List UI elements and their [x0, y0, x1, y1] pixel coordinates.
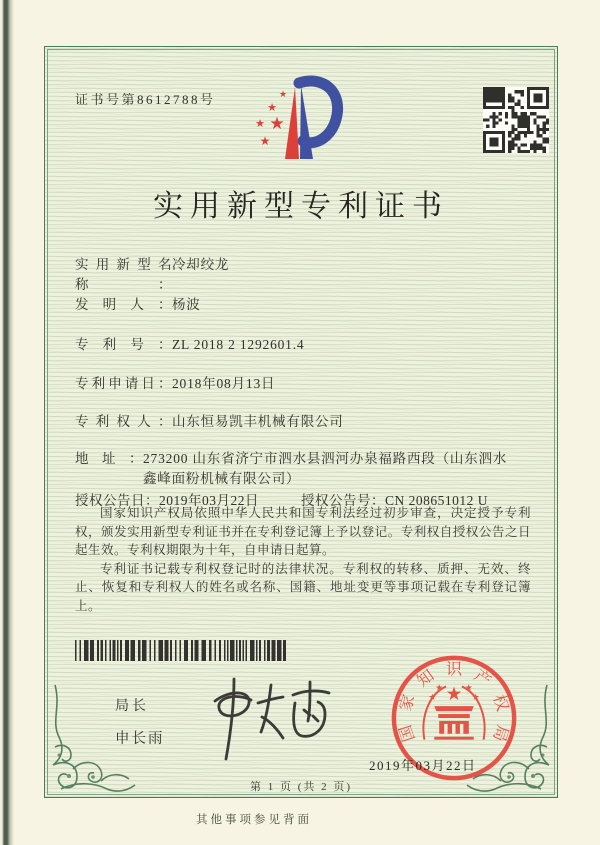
- certificate-frame: [44, 46, 558, 798]
- svg-text:★: ★: [435, 683, 444, 694]
- field-label: 专利号：: [75, 337, 172, 352]
- field-row-patent-number: [75, 335, 304, 355]
- field-value: 山东恒易凯丰机械有限公司: [172, 414, 344, 429]
- svg-text:★: ★: [471, 693, 480, 704]
- svg-text:★: ★: [267, 101, 277, 114]
- cnipa-logo-icon: [243, 71, 355, 171]
- field-label: 发明人：: [75, 297, 172, 312]
- svg-text:★: ★: [428, 693, 437, 704]
- director-name: 申长雨: [115, 731, 165, 747]
- legal-text: [75, 504, 531, 615]
- seal-date: 2019年03月22日: [369, 758, 477, 773]
- svg-text:★: ★: [269, 114, 285, 134]
- back-note: 其他事项参见背面: [196, 814, 312, 826]
- svg-text:知: 知: [413, 666, 438, 691]
- field-label: 专利申请日：: [75, 376, 172, 391]
- page-number: 第 1 页 (共 2 页): [249, 781, 353, 793]
- svg-text:★: ★: [464, 683, 473, 694]
- svg-text:家: 家: [396, 692, 419, 714]
- field-label: 专利权人：: [75, 414, 172, 429]
- svg-text:识: 识: [445, 660, 463, 679]
- qr-code: [483, 87, 549, 153]
- svg-text:★: ★: [259, 134, 271, 148]
- legal-paragraph: 国家知识产权局依照中华人民共和国专利法经过初步审查，决定授予专利权，颁发实用新型专利证书并在专利登记簿上予以登记。专利权自授权公告之日起生效。专利权期限为十年，自申请日起算。: [75, 506, 531, 557]
- field-label: 实用新型名称：: [75, 257, 172, 292]
- svg-text:★: ★: [278, 90, 288, 100]
- director-title-label: 局长: [115, 699, 149, 714]
- field-row-address: [75, 449, 515, 489]
- barcode: [75, 640, 293, 661]
- field-value: ZL 2018 2 1292601.4: [172, 337, 305, 352]
- grant-number-value: CN 208651012 U: [385, 493, 489, 508]
- field-row-filing-date: [75, 374, 275, 394]
- certificate-number: 证书号第8612788号: [75, 92, 216, 107]
- grant-date-value: 2019年03月22日: [159, 493, 259, 508]
- field-row-inventor: [75, 295, 201, 315]
- svg-text:局: 局: [489, 722, 512, 744]
- certificate-title: 实用新型专利证书: [153, 190, 449, 223]
- svg-text:★: ★: [445, 684, 463, 706]
- grant-number-label: 授权公告号：: [301, 493, 385, 508]
- svg-text:★: ★: [255, 117, 265, 130]
- director-signature-icon: [197, 669, 347, 769]
- field-value: 杨波: [172, 297, 201, 312]
- national-emblem-icon: [423, 683, 484, 739]
- field-value: 冷却绞龙: [172, 257, 230, 272]
- svg-text:产: 产: [470, 666, 495, 691]
- field-row-invention-name: [75, 255, 229, 295]
- field-value: 273200 山东省济宁市泗水县泗河办泉福路西段（山东泗水鑫峰面粉机械有限公司）: [143, 451, 508, 486]
- legal-paragraph: 专利证书记载专利权登记时的法律状况。专利权的转移、质押、无效、终止、恢复和专利权人的姓名或名称、国籍、地址变更等事项记载在专利登记簿上。: [75, 561, 531, 613]
- svg-text:国: 国: [396, 722, 419, 744]
- field-value: 2018年08月13日: [172, 376, 276, 391]
- scan-spine-shadow: [0, 0, 14, 845]
- field-label: 地址：: [75, 451, 143, 466]
- field-row-patentee: [75, 412, 344, 432]
- svg-text:权: 权: [489, 692, 512, 714]
- grant-date-label: 授权公告日：: [75, 493, 159, 508]
